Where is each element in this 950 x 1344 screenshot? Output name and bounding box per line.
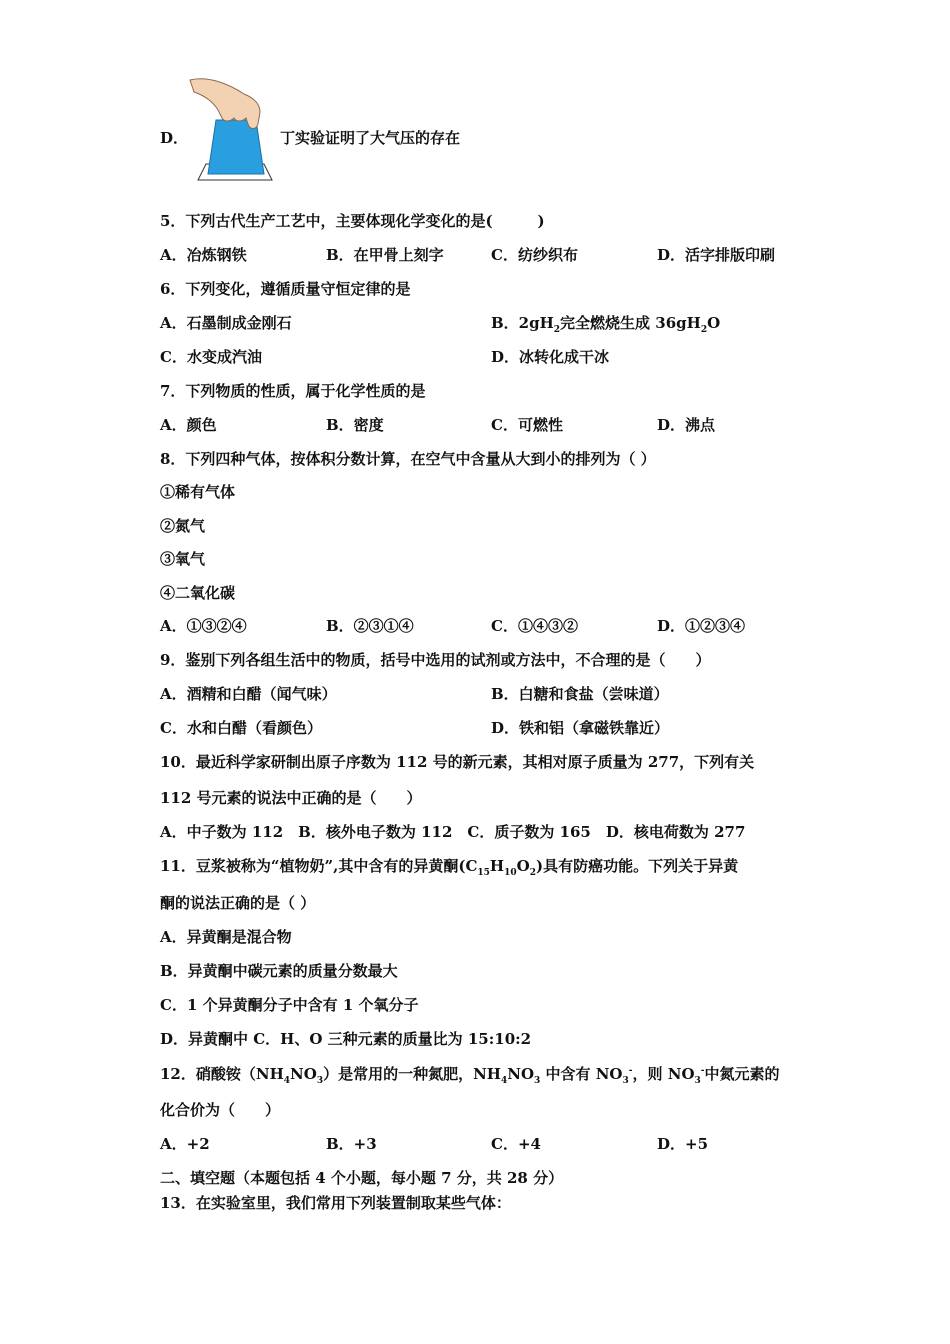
q12-stem-line1: 12．硝酸铵$(NH_4NO_3)$是常用的一种氮肥，$NH_4NO_3$ 中含有 $NO_3^-$，则 $NO_3^-$中氮元素的 [160, 1065, 780, 1086]
q12-option-b: B．+3 [326, 1135, 377, 1153]
q8-option-a: A．①③②④ [160, 617, 247, 635]
q11-option-b: B．异黄酮中碳元素的质量分数最大 [160, 962, 398, 980]
q12-option-a: A．+2 [160, 1135, 210, 1153]
q11-stem-line1: 11．豆浆被称为“植物奶”,其中含有的异黄酮$(C_{15}H_{10}O_2)$具有防癌功能。下列关于异黄 [160, 857, 739, 878]
q8-item-1: ①稀有气体 [160, 483, 236, 501]
section-heading: 二、填空题（本题包括 4 个小题，每小题 7 分，共 28 分） [160, 1169, 564, 1187]
q12-stem-line2: 化合价为（ ） [160, 1101, 281, 1119]
q8-stem: 8．下列四种气体，按体积分数计算，在空气中含量从大到小的排列为（ ） [160, 450, 656, 468]
q10-stem-line2: 112 号元素的说法中正确的是（ ） [160, 789, 422, 807]
q6-option-d: D．冰转化成干冰 [491, 348, 610, 366]
figure-caption: 丁实验证明了大气压的存在 [280, 129, 461, 147]
q8-item-2: ②氮气 [160, 517, 206, 535]
q7-option-b: B．密度 [326, 416, 384, 434]
q5-option-d: D．活字排版印刷 [657, 246, 776, 264]
q7-option-c: C．可燃性 [491, 416, 563, 434]
q6-option-b: B．$2gH_2$完全燃烧生成 $36gH_2O$ [491, 314, 721, 335]
q8-option-d: D．①②③④ [657, 617, 746, 635]
q7-option-a: A．颜色 [160, 416, 217, 434]
q12-option-c: C．+4 [491, 1135, 541, 1153]
q12-option-d: D．+5 [657, 1135, 709, 1153]
q6-option-c: C．水变成汽油 [160, 348, 262, 366]
q8-item-3: ③氧气 [160, 550, 206, 568]
q9-option-c: C．水和白醋（看颜色） [160, 719, 322, 737]
q5-option-b: B．在甲骨上刻字 [326, 246, 444, 264]
q8-option-b: B．②③①④ [326, 617, 414, 635]
q8-item-4: ④二氧化碳 [160, 584, 236, 602]
q10-stem-line1: 10．最近科学家研制出原子序数为 112 号的新元素，其相对原子质量为 277，下列有关 [160, 753, 755, 771]
q7-stem: 7．下列物质的性质，属于化学性质的是 [160, 382, 426, 400]
q13-stem: 13．在实验室里，我们常用下列装置制取某些气体： [160, 1194, 511, 1212]
q11-option-a: A．异黄酮是混合物 [160, 928, 292, 946]
q9-option-b: B．白糖和食盐（尝味道） [491, 685, 669, 703]
q11-option-c: C．1 个异黄酮分子中含有 1 个氧分子 [160, 996, 419, 1014]
hand [190, 79, 260, 129]
q8-option-c: C．①④③② [491, 617, 578, 635]
q9-stem: 9．鉴别下列各组生活中的物质，括号中选用的试剂或方法中，不合理的是（ ） [160, 651, 711, 669]
q11-option-d: D．异黄酮中 C．H、O 三种元素的质量比为 15:10:2 [160, 1030, 532, 1048]
q7-option-d: D．沸点 [657, 416, 716, 434]
q11-stem-line2: 酮的说法正确的是（ ） [160, 894, 316, 912]
q6-stem: 6．下列变化，遵循质量守恒定律的是 [160, 280, 411, 298]
q10-options: A．中子数为 112 B．核外电子数为 112 C．质子数为 165 D．核电荷数为 277 [160, 823, 746, 841]
q5-option-c: C．纺纱织布 [491, 246, 578, 264]
figure-option-label: D． [160, 129, 189, 147]
q9-option-a: A．酒精和白醋（闻气味） [160, 685, 337, 703]
inverted-cup-figure [186, 74, 276, 189]
q6-option-a: A．石墨制成金刚石 [160, 314, 292, 332]
q5-stem: 5．下列古代生产工艺中，主要体现化学变化的是( ) [160, 212, 545, 230]
q5-option-a: A．冶炼钢铁 [160, 246, 247, 264]
q9-option-d: D．铁和铝（拿磁铁靠近） [491, 719, 670, 737]
